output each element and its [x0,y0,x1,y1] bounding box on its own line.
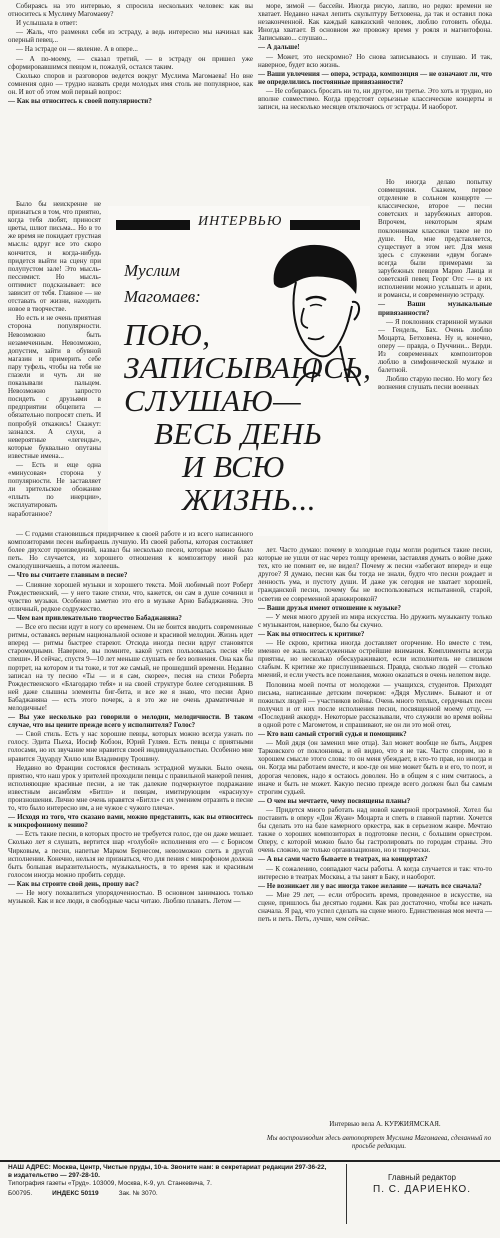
text-paragraph: — Все его песни идут в ногу со временем. Он не боится вводить современные ритмы, оставаясь верным национальной основе и красивой мелодии. Жизнь идет вперед — ритмы быстрее стареют. Отсюда иногда песни вдруг становятся старомодными. Наверное, вы помните, какой успех пользовалась песня «Не спеши». И сейчас, спустя 9—10 лет меньше слушать ее без волнения. Она как бы портрет, на котором и ты тоже, и тот же самый, не прошедший времени. Недавно записал на ту песню «Ты — и я сам, скорее», песня на стихи Роберта Рождественского «Благодарю тебя» и на своей структуре более сегодняшняя. В ней даже слышны элементы биг-бита, и все же я знаю, что песни Арно Бабаджаняна — есть этого почерк, а я это же не очень драматичные и мелодичные! [8,623,253,712]
text-paragraph: Сколько споров и разговоров ведется вокруг Муслима Магомаева! Но вне сомнения одно — трудно назвать среди молодых имя столь же популярное, как он. И вот об этом мой первый вопрос: [8,71,253,96]
text-paragraph: — Может, это нескромно? Но снова записываюсь и слушаю. И так, наверное, будет всю жизнь. [258,52,492,69]
text-paragraph: И услышала в ответ: [16,19,78,28]
question-paragraph: — О чем вы мечтаете, чему посвящены планы? [258,796,411,805]
text-paragraph: Но иногда делаю попытку совмещения. Скажем, первое отделение в сольном концерте — классическое, второе — песни советских и зарубежных авторов. Впрочем, некоторым ярым поклонникам классики такое не по душе. Но, мне представляется, существует в этом нет. Для меня здесь с служении «двум богам» всегда были примерами за зарубежных певцов Марио Ланца и советский певец Георг Отс — в их исполнении можно услышать и арии, и романсы, и современную эстраду. [378,178,492,300]
question-paragraph: — Вы уже несколько раз говорили о мелодии, мелодичности. В таком случае, что вы цените прежде всего у исполнителя? Голос? [8,713,253,730]
text-paragraph: — Не скрою, критика иногда доставляет огорчение. Но вместе с тем, именно ее жаль незаслуженные острейшие внимания. Комплименты всегда приятны, но несколько обескураживают, если исполнитель не слишком слабым. К критике же прислушиваешься. Правда, сколько людей — столько мнений, и если учесть все пожелания, можно оказаться в очень нелепом виде. [258,639,492,680]
question-paragraph: — Чем вам привлекательно творчество Бабаджаняна? [8,613,182,622]
text-paragraph: — С годами становишься придирчивее к своей работе и из всего написанного композиторами песен выбираешь лучшую. Из своей работы, которая составляет более двухсот произведений, назвал бы несколько песен, которые можно было петь. Но случается, из хорошего отношения к композитору иной раз смалодушничаешь, а потом жалеешь. [8,530,253,571]
text-paragraph: Люблю старую песню. Но могу без волнения слушать песни военных [378,375,492,392]
article-column-left-top [8,2,253,200]
question-paragraph: — Как вы относитесь к критике? [258,629,365,638]
text-paragraph: Половина моей почты от молодежи — учащихся, студентов. Приходят письма, написанные детским почерком: «Дядя Муслим». Бывают и от пожилых людей — участников войны. Очень много теплых, сердечных песен получил и от них после исполнения песни, посвященной моему отцу, — «Последний аккорд». Некоторые рассказывали, что служили во время войны в одной роте с Магометом, и спрашивают, не он ли это мой отец. [258,680,492,729]
text-paragraph: — Придется много работать над новой камерной программой. Хотел бы поставить в оперу «Дон Жуан» Моцарта и спеть в главной партии. Хочется бы сделать это на базе камерного оркестра, как в серьезном жанре. Мечтаю также о хороших композиторах в подготовке песни, с большим оркестром. Оперу, с которой можно было бы гастролировать по городам страны. Это очень сложно, не только организационно, но и творчески. [258,805,492,855]
text-paragraph: — Мне 29 лет, — если отбросить время, проведенное в искусстве, на сцене, пришлось бы десятью годами. Как раз достаточно, чтобы все начать сначала. Я рад, что успел сделать на сцене много. Единственная моя мечта — петь и петь. Петь, лучше, чем сейчас. [258,890,492,924]
headline [124,317,372,517]
editor-title: Главный редактор [387,1173,456,1182]
text-paragraph: — Жаль, что разменял себя из эстраду, а ведь интересно мы начинал как оперный певец... [8,28,253,45]
article-column-left-mid [8,200,101,530]
text-paragraph: лет. Часто думаю: почему в холодные годы могли родиться такие песни, которые не ушли от нас через толщу времени, заставляя думать о войне даже тех, кто не помнит ее, не видел? Почему ж песни «забегают вперед» и еще другое? Я думаю, песни как бы тогда не знали, будто что песни рождает и ленность ума, и пустоту души. И даже уж сегодня не хватает хорошей, гражданской песни, почему бы не воспользоваться испытанной, старой, осветив ее современной аранжировкой? [258,546,492,603]
footer-code: Б00795. [8,1190,33,1197]
footer-printing-house: Типография газеты «Труд». 103009, Москва, К-9, ул. Станкевича, 7. [8,1180,212,1187]
question-paragraph: — Ваши друзья имеют отношение к музыке? [258,603,401,612]
question-paragraph: — Исходя из того, что сказано вами, можно представить, как вы относитесь к микрофонному пению? [8,813,253,830]
text-paragraph: Но есть и не очень приятная сторона популярности. Невозможно быть незамеченным. Невозможно, допустим, зайти в обувной магазин и примерить себе пару туфель, чтобы на тебя не глазели и чуть ли не показывали пальцем. Невозможно запросто посидеть с друзьями в предприятии общепита — обязательно попросят спеть. И попробуй откажись! Скажут: зазнался. А слухи, а невероятные «легенды», которые буквально опутаны известные имена... [8,314,101,460]
interview-headline-box [108,206,370,536]
article-column-right-top [258,2,492,178]
text-paragraph: — К сожалению, совпадают часы работы. А когда случается и так: что-то интересно в театрах Москвы, а ты занят в Баку, и наоборот. [258,864,492,881]
text-paragraph: — Свой стиль. Есть у нас хорошие певцы, которых можно всегда узнать по голосу. Эдита Пьеха, Иосиф Кобзон, Юрий Гуляев. Есть певцы с приятными голосами, но их звучание мне нравится своей индивидуальностью. Особенно мне нравится Эдуарду Хилю или Владимиру Трошину. [8,730,253,763]
text-paragraph: Собираясь на это интервью, я спросила нескольких человек: как вы относитесь к Муслиму Магомаеву? [8,2,253,19]
text-paragraph: — Я поклонник старинной музыки — Гендель, Бах. Очень люблю Моцарта, Бетховена. Ну и, конечно, оперу — правда, о Пуччини... Верди. Из современных композиторов люблю в симфонической музыке и балетной. [378,317,492,375]
article-column-right-mid [378,178,492,546]
text-paragraph: — На эстраде он — явление. А в опере... [16,45,138,54]
text-paragraph: — Есть и еще одна «минусовая» сторона у популярности. Не заставляет ли зрительское обожание «плыть по инерции», эксплуатировать наработанное? [8,461,101,518]
footer-imprint [8,1164,328,1198]
question-paragraph: — Как вы относитесь к своей популярности? [8,97,152,106]
footer-divider [346,1164,347,1224]
question-paragraph: — А дальше! [258,43,300,52]
text-paragraph: — А по-моему, — сказал третий, — в эстраду он пришел уже сформировавшимся певцом и, пожалуй, остался таким. [8,54,253,71]
headline-line-2: ЗАПИСЫВАЮСЬ, [124,350,372,385]
footer-codes [8,1190,328,1198]
question-paragraph: — Кто ваш самый строгий судья и помощник? [258,730,407,739]
article-column-left-low [8,530,253,1238]
question-paragraph: — Ваши увлечения — опера, эстрада, композиция — не означают ли, что не определились постоянные привязанности? [258,69,492,86]
rubric-label: ИНТЕРВЬЮ [190,214,290,230]
text-paragraph: — У меня много друзей из мира искусства. Но дружить музыканту только с музыкантом, наверное, было бы скучно. [258,612,492,629]
editor-block [352,1172,492,1196]
text-paragraph: — Не собираюсь бросать ни то, ни другое, ни третье. Это хоть и трудно, но вполне совместимо. Когда предстоят серьезные классические концерты и записи, на несколько месяцев отключаюсь от эстрады. И наоборот. [258,86,492,112]
text-paragraph: — Не могу похвалиться упорядоченностью. В основном занимаюсь только музыкой. Как и все люди, в свободные часы читаю. Люблю плавать. Летом — [8,889,253,906]
question-paragraph: — Как вы строите свой день, прошу вас? [8,879,139,888]
text-paragraph: море, зимой — бассейн. Иногда рисую, лаплю, но редко: времени не хватает. Недавно начал лепить скульптуру Бетховена, да так и оставил пока незаконченной. Как каждый кавказский человек, люблю готовить обеды. Иногда хватает. В основном же провожу время у рояля и магнитофона. Записываю... слушаю... [258,2,492,43]
author-name-first: Муслим [124,261,181,280]
text-paragraph: — Мой дядя (он заменил мне отца). Зал может вообще не быть, Андрея Тарковского от поклонника, и ей видно, что я не так. Часто спорим, но в хорошем смысле этого слова: то он меня убеждает, в кто-то прав, но иногда и он. Когда мы работаем вместе, и кое-где он мне может быть в и его, то поэт, и дорогая человек, надо я остаюсь доволен. Но в общем я с ним считаюсь, а иначе и быть не может. Какую песню прежде всего должен был бы самым строгим судьей. [258,739,492,796]
portrait-note: Мы воспроизводим здесь автопортрет Муслима Магомаева, сделанный по просьбе редакции. [266,1134,492,1150]
text-paragraph: — Слияние хорошей музыки и хорошего текста. Мой любимый поэт Роберт Рождественский, — у него такие стихи, что, кажется, он сам в душе сочинил и чувство музыки. Особенно заметно это его в музыке Арно Бабаджаняна. Это отличный, редкое содружество. [8,580,253,613]
editor-name: П. С. ДАРИЕНКО. [373,1184,471,1195]
text-paragraph: — Есть такие песни, в которых просто не требуется голос, где он даже мешает. Сколько лет я слушать, вертится шар «голубой» исполнения его — с Борисом Чирковым, а песни, напетые Марком Бернесом, невозможно спеть в другой исполнении. Конечно, нельзя не признаться, что для пения с микрофоном должна быть большая выразительность, музыкальность, в то время как и красивым голосом иногда можно пробить сердце. [8,830,253,879]
footer-address: НАШ АДРЕС: Москва, Центр, Чистые пруды, 10-а. Звоните нам: в секретариат редакции 297-36-22, в издательство — 297-28-10. [8,1164,327,1179]
question-paragraph: — Ваши музыкальные привязанности? [378,300,492,317]
headline-line-1: ПОЮ, [124,317,211,352]
text-paragraph: Было бы неискренне не признаться в том, что приятно, когда тебя любят, приносят цветы, шлют письма... Но в то же время не покидает грустная мысль: вдруг все это скоро кончится, и когда-нибудь придется выйти на сцену при полупустом зале! Это мысль-пессимист. Но мысль-оптимист подсказывает: все зависит от тебя. Главное — не отставать от жизни, находить новое в творчестве. [8,200,101,314]
question-paragraph: — А вы сами часто бываете в театрах, на концертах? [258,855,428,864]
question-paragraph: — Что вы считаете главным в песне? [8,571,128,580]
footer-order: Зак. № 3070. [118,1190,158,1197]
question-paragraph: — Не возникает ли у вас иногда такое желание — начать все сначала? [258,881,482,890]
headline-line-4: ВЕСЬ ДЕНЬ [154,416,323,451]
footer-index: ИНДЕКС 50119 [52,1190,99,1197]
author-name-last: Магомаев: [124,287,201,306]
headline-line-3: СЛУШАЮ— [124,383,302,418]
headline-line-5: И ВСЮ ЖИЗНЬ... [182,449,317,517]
interviewer-signature: Интервью вела А. КУРЖИЯМСКАЯ. [329,1120,441,1128]
text-paragraph: Недавно во Франции состоялся фестиваль эстрадной музыки. Было очень приятно, что наш урок у зрителей проходили певцы с правильной манерой пения, исполняющие красивые песни, а не так далекие подчеркнутое подражание известным ансамблям «Битлз» и певцам, имитирующим «краснуху» произношения. Лично мне очень нравятся «Битлз» с их умением отразить в песне то, что было интересно им, а не чужое с чужого плеча». [8,763,253,813]
footer-rule [0,1160,500,1162]
